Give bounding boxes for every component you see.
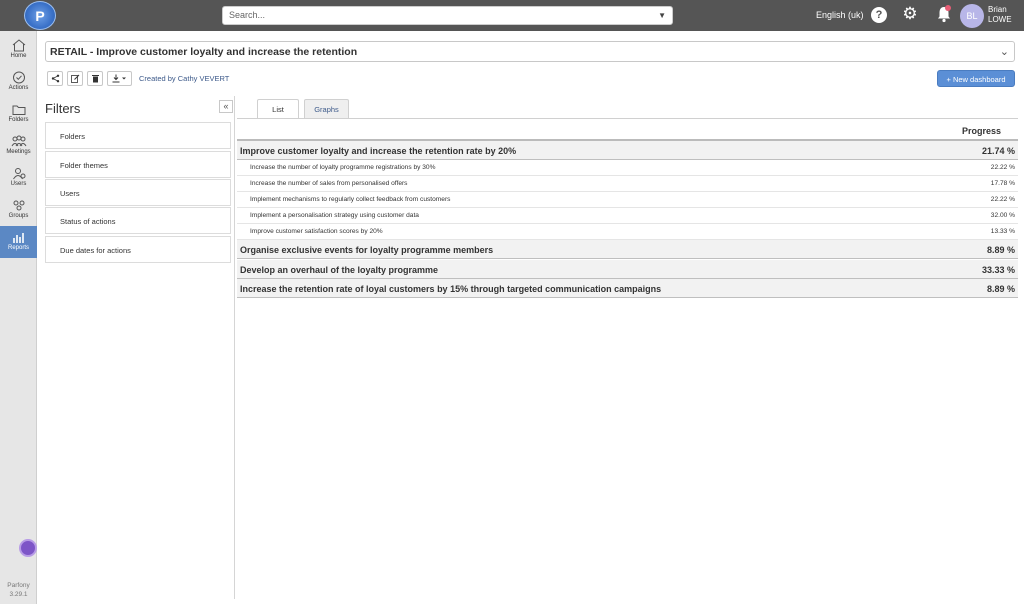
meetings-icon [11,135,27,148]
filters-title: Filters [45,101,81,116]
left-nav [0,31,37,604]
chevron-down-icon[interactable]: ⌄ [999,46,1009,58]
table-row[interactable] [237,240,1018,259]
row-progress: 22.22 % [990,164,1015,171]
caret-down-icon[interactable]: ▼ [658,11,666,20]
top-bar [0,0,1024,31]
trash-icon [91,74,100,83]
table-row[interactable] [237,260,1018,279]
app-version [0,581,37,599]
row-label: Organise exclusive events for loyalty programme members [240,245,494,255]
row-progress: 17.78 % [990,180,1015,187]
table-row[interactable] [237,176,1018,192]
nav-label-home: Home [10,53,27,59]
row-progress: 8.89 % [986,284,1015,294]
home-icon [12,39,26,52]
user-first-name: Brian [988,5,1007,14]
version-number: 3.29.1 [9,591,28,598]
app-logo[interactable] [24,1,56,30]
filter-folders[interactable]: Folders [45,122,231,149]
groups-icon [12,199,26,212]
dashboard-select[interactable] [45,41,1015,62]
user-last-name: LOWE [988,15,1012,24]
row-progress: 13.33 % [990,228,1015,235]
nav-item-reports[interactable] [0,226,37,258]
table-row[interactable] [237,192,1018,208]
folder-icon [12,103,26,116]
notification-badge [945,5,951,11]
row-label: Implement a personalisation strategy using customer data [250,212,419,219]
reports-icon [12,231,26,244]
edit-button[interactable] [67,71,83,86]
row-label: Improve customer satisfaction scores by 20% [250,228,383,235]
tabs-divider [237,118,1018,119]
language-selector[interactable]: English (uk) [816,10,864,20]
table-row[interactable] [237,160,1018,176]
nav-item-home[interactable] [0,34,37,66]
dashboard-title: RETAIL - Improve customer loyalty and increase the retention [50,46,358,58]
filter-users[interactable]: Users [45,179,231,206]
table-row[interactable] [237,141,1018,160]
share-icon [51,74,60,83]
nav-item-users[interactable] [0,162,37,194]
row-label: Implement mechanisms to regularly collect feedback from customers [250,196,451,203]
app-name: Parfony [7,582,30,589]
download-button[interactable] [107,71,132,86]
table-row[interactable] [237,224,1018,240]
row-label: Increase the retention rate of loyal customers by 15% through targeted communication campaigns [240,284,662,294]
nav-label-meetings: Meetings [6,149,31,155]
share-button[interactable] [47,71,63,86]
nav-item-groups[interactable] [0,194,37,226]
filters-panel [41,96,235,599]
help-icon[interactable]: ? [871,7,887,23]
table-row[interactable] [237,208,1018,224]
nav-item-actions[interactable] [0,66,37,98]
row-progress: 22.22 % [990,196,1015,203]
nav-label-groups: Groups [8,213,29,219]
collapse-filters-button[interactable]: « [219,100,233,113]
nav-label-actions: Actions [8,85,29,91]
filter-folder-themes[interactable]: Folder themes [45,151,231,178]
logo-glyph: P [35,7,45,24]
nav-label-reports: Reports [7,245,29,251]
chat-launcher-icon[interactable] [19,539,37,557]
download-icon [112,74,128,83]
nav-label-folders: Folders [8,117,29,123]
search-input[interactable] [222,6,673,25]
row-progress: 8.89 % [986,245,1015,255]
row-progress: 21.74 % [981,146,1015,156]
check-circle-icon [12,71,26,84]
avatar[interactable]: BL [960,4,984,28]
table-row[interactable] [237,279,1018,298]
row-label: Improve customer loyalty and increase the retention rate by 20% [240,146,517,156]
tab-graphs[interactable]: Graphs [304,99,349,119]
nav-item-meetings[interactable] [0,130,37,162]
new-dashboard-button[interactable]: + New dashboard [937,70,1015,87]
row-progress: 32.00 % [990,212,1015,219]
filter-due-dates[interactable]: Due dates for actions [45,236,231,263]
row-label: Increase the number of sales from personalised offers [250,180,408,187]
progress-column-header: Progress [962,126,1002,136]
row-label: Develop an overhaul of the loyalty programme [240,265,439,275]
users-icon [12,167,26,180]
gear-icon[interactable]: ⚙ [902,4,918,23]
delete-button[interactable] [87,71,103,86]
search-placeholder: Search... [229,10,266,20]
filter-status-of-actions[interactable]: Status of actions [45,207,231,234]
tab-list[interactable]: List [257,99,299,119]
nav-item-folders[interactable] [0,98,37,130]
created-by[interactable]: Created by Cathy VEVERT [139,74,230,83]
edit-icon [71,74,80,83]
row-label: Increase the number of loyalty programme registrations by 30% [250,164,436,171]
user-name[interactable] [988,5,1012,25]
row-progress: 33.33 % [981,265,1015,275]
nav-label-users: Users [10,181,27,187]
